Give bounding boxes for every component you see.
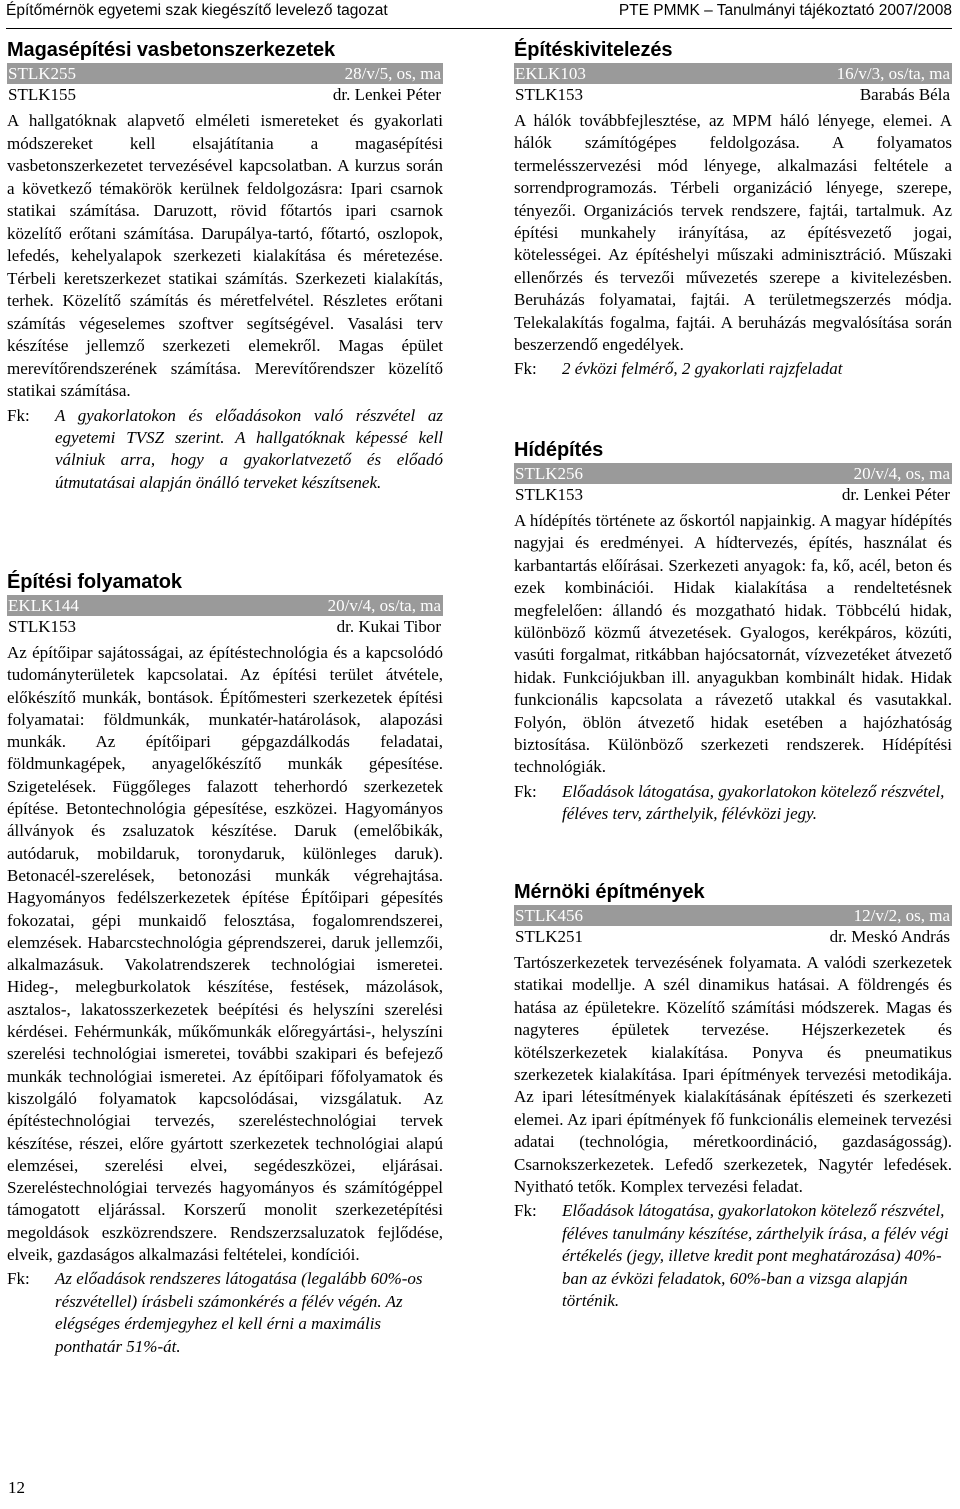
course-epiteskivitelezes [514, 38, 952, 381]
course-requirements [514, 781, 952, 826]
course-code-bar [514, 905, 952, 926]
course-meta [514, 484, 952, 506]
left-column [7, 38, 443, 1356]
course-lecturer: dr. Meskó András [829, 927, 950, 946]
course-requirements [7, 1268, 443, 1358]
running-header [6, 2, 952, 29]
course-code: STLK456 [515, 906, 583, 925]
course-meta [514, 926, 952, 948]
course-meta [7, 616, 443, 638]
course-description: A hálók továbbfejlesztése, az MPM háló lényege, elemei. A hálók számítógépes feldolgozása. A folyamatos termelésszervezési mód lényege, alkalmazási feltétele a sorrendprogramozás. Térbeli organizáció lényege, szerepe, tényezői. Organizációs tervek rendszere, fajtái, tartalmuk. Az építési munkahely irányítása, az építésvezető jogai, kötelességei. Az építéshelyi műszaki adminisztráció. Műszaki ellenőrzés és tervezői művezetés szerepe a kivitelezésben. Beruházás folyamatai, fajtái. A területmegszerzés módja. Telekalakítás fogalma, fajtái. A beruházás megvalósítása során beszerzendő engedélyek. [514, 111, 952, 355]
course-title: Hídépítés [514, 439, 604, 461]
course-title: Építési folyamatok [7, 571, 182, 593]
page-number: 12 [8, 1478, 25, 1497]
course-prereq: STLK251 [515, 927, 583, 946]
course-lecturer: Barabás Béla [859, 85, 950, 104]
course-requirements [514, 358, 952, 380]
course-epitesi-folyamatok [7, 570, 443, 1358]
course-code: STLK256 [515, 464, 583, 483]
course-hidepites [514, 438, 952, 826]
requirements-text: A gyakorlatokon és előadásokon való részvétel az egyetemi TVSZ szerint. A hallgatóknak képessé kell válniuk arra, hogy a gyakorlatvezető és előadó útmutatásai alapján önálló terveket készítsenek. [55, 405, 443, 492]
course-code-bar [514, 463, 952, 484]
requirements-label: Fk: [514, 781, 537, 801]
course-magasepitesi [7, 38, 443, 494]
course-prereq: STLK155 [8, 85, 76, 104]
course-prereq: STLK153 [515, 485, 583, 504]
course-load: 20/v/4, os/ta, ma [327, 596, 441, 615]
course-code-bar [7, 595, 443, 616]
course-prereq: STLK153 [515, 85, 583, 104]
course-meta [514, 84, 952, 106]
course-load: 28/v/5, os, ma [344, 64, 441, 83]
course-lecturer: dr. Lenkei Péter [332, 85, 441, 104]
requirements-label: Fk: [514, 359, 537, 379]
right-column [514, 38, 952, 1311]
course-lecturer: dr. Kukai Tibor [336, 617, 441, 636]
course-meta [7, 84, 443, 106]
requirements-label: Fk: [7, 405, 30, 425]
course-load: 16/v/3, os/ta, ma [836, 64, 950, 83]
course-title: Mérnöki építmények [514, 881, 705, 903]
requirements-text: Előadások látogatása, gyakorlatokon kötelező részvétel, féléves tanulmány készítése, zárthelyik írása, a félév végi értékelés (jegy, illetve kredit pont meghatározása) 40%-ban az évközi feladatok, 60%-ban a vizsga alapján történik. [562, 1201, 949, 1311]
course-title: Építéskivitelezés [514, 39, 673, 61]
course-lecturer: dr. Lenkei Péter [841, 485, 950, 504]
course-description: A hallgatóknak alapvető elméleti ismereteket és gyakorlati módszereket kell elsajátítania a magasépítési vasbetonszerkezetet tervezésével kapcsolatban. A kurzus során a következő témakörök kerülnek feldolgozásra: Ipari csarnok statikai számítása. Daruzott, rövid főtartós ipari csarnok közelítő erőtani számítása. Darupálya-tartó, főtartó, oszlopok, lefedés, kehelyalapok szerkezeti kialakítása és méretezése. Térbeli keretszerkezet statikai számítás. Szerkezeti kialakítás, terhek. Közelítő számítás és méretfelvétel. Részletes erőtani számítás végeselemes szoftver segítségével. Vasalási terv készítése jellemző szerkezeti elemekről. Magas épület merevítőrendszerének számítása. Merevítőrendszer közelítő statikai számítása. [7, 111, 443, 400]
course-prereq: STLK153 [8, 617, 76, 636]
requirements-text: Az előadások rendszeres látogatása (legalább 60%-os részvétellel) írásbeli számonkérés a félév végén. Az elégséges érdemjegyhez el kell érni a maximális ponthatár 51%-át. [55, 1269, 423, 1356]
course-description: Az építőipar sajátosságai, az építéstechnológia és a kapcsolódó tudományterületek kapcsolatai. Az építési terület átvétele, előkészítő munkák, bontások. Építőmesteri szerkezetek építési folyamatai: földmunkák, munkatér-határolások, alapozási munkák. Az építőipari gépgazdálkodás feladatai, földmunkagépek, anyagelőkészítő munkák gépesítése. Szigetelések. Függőleges falazott teherhordó szerkezetek építése. Betontechnológia gépesítése, eszközei. Hagyományos állványok és zsaluzatok készítése. Daruk (emelőbikák, autódaruk, mobildaruk, toronydaruk, különleges daruk). Betonacél-szerelések, betonozási munkák végrehajtása. Hagyományos fedélszerkezetek építése Építőipari gépesítés fokozatai, gépi munkaidő felosztása, fogalomrendszerei, elemzések. Habarcstechnológia géprendszerei, daruk jellemzői, alkalmazásuk. Vakolatrendszerek technológiai ismeretei. Hideg-, melegburkolatok készítése, festések, mázolások, asztalos-, lakatosszerkezetek beépítési és helyszíni szerelési kérdései. Fehérmunkák, műkőmunkák előregyártási-, helyszíni szerelési technológiai ismeretei, további szakipari és befejező munkák technológiai ismeretei. Az építőipari főfolyamatok és kiszolgáló folyamatok kapcsolódásai, vizsgálatuk. Az építéstechnológiai tervezés, szereléstechnológiai tervek készítése, részei, előre gyártott szerkezetek technológiai alapú elemzései, szerelési elvei, segédeszközei, eljárásai. Szereléstechnológiai tervezés hagyományos és számítógéppel támogatott eljárással. Korszerű monolit szerkezetépítési megoldások eszközrendszere. Rendszerzsaluzatok fejlődése, elveik, gazdaságos alkalmazási feltételei, kondíciói. [7, 643, 443, 1265]
course-load: 20/v/4, os, ma [853, 464, 950, 483]
course-code-bar [7, 63, 443, 84]
course-description: A hídépítés története az őskortól napjainkig. A magyar hídépítés nagyjai és eredményei. A hídtervezés, építés, használat és karbantartás előírásai. Szerkezeti anyagok: fa, kő, acél, beton és ezek kombinációi. Hidak kialakítása a rendeltetésnek megfelelően: állandó és mozgatható hidak. Többcélú hidak, különböző közmű átvezetések. Gyalogos, kerékpáros, közúti, vasúti forgalmat, ritkábban hajócsatornát, vízvezetéket átvezető hidak. Funkciójukban ill. anyagukban kombinált hidak. Hidak funkcionális kapcsolata a rávezető utakkal és vasutakkal. Folyón, öblön átvezető hidak esetében a hajózhatóság biztosítása. Különböző szerkezeti rendszerek. Hídépítési technológiák. [514, 511, 952, 777]
course-code-bar [514, 63, 952, 84]
course-code: EKLK103 [515, 64, 586, 83]
course-code: STLK255 [8, 64, 76, 83]
course-requirements [7, 405, 443, 495]
course-code: EKLK144 [8, 596, 79, 615]
header-right: PTE PMMK – Tanulmányi tájékoztató 2007/2008 [618, 2, 952, 19]
requirements-text: Előadások látogatása, gyakorlatokon kötelező részvétel, féléves terv, zárthelyik, félévközi jegy. [562, 781, 945, 824]
course-title: Magasépítési vasbetonszerkezetek [7, 39, 336, 61]
requirements-text: 2 évközi felmérő, 2 gyakorlati rajzfeladat [562, 359, 843, 379]
requirements-label: Fk: [514, 1201, 537, 1221]
course-mernoki [514, 880, 952, 1313]
course-description: Tartószerkezetek tervezésének folyamata. A valódi szerkezetek statikai modellje. A szél dinamikus hatásai. A földrengés és hatása az épületekre. Közelítő számítási módszerek. Magas és nagyteres épületek tervezése. Héjszerkezetek és kötélszerkezetek kialakítása. Ponyva és pneumatikus szerkezetek kialakítása. Ipari építmények tervezési metodikája. Az ipari létesítmények kialakításának építészeti és szerkezeti elemei. Az ipari építmények fő funkcionális elemeinek tervezési adatai (technológia, méretkoordináció, gazdaságosság). Csarnokszerkezetek. Lefedő szerkezetek, Nagytér lefedések. Nyitható tetők. Komplex tervezési feladat. [514, 953, 952, 1197]
header-left: Építőmérnök egyetemi szak kiegészítő levelező tagozat [6, 2, 388, 19]
course-load: 12/v/2, os, ma [853, 906, 950, 925]
course-requirements [514, 1200, 952, 1312]
requirements-label: Fk: [7, 1269, 30, 1289]
